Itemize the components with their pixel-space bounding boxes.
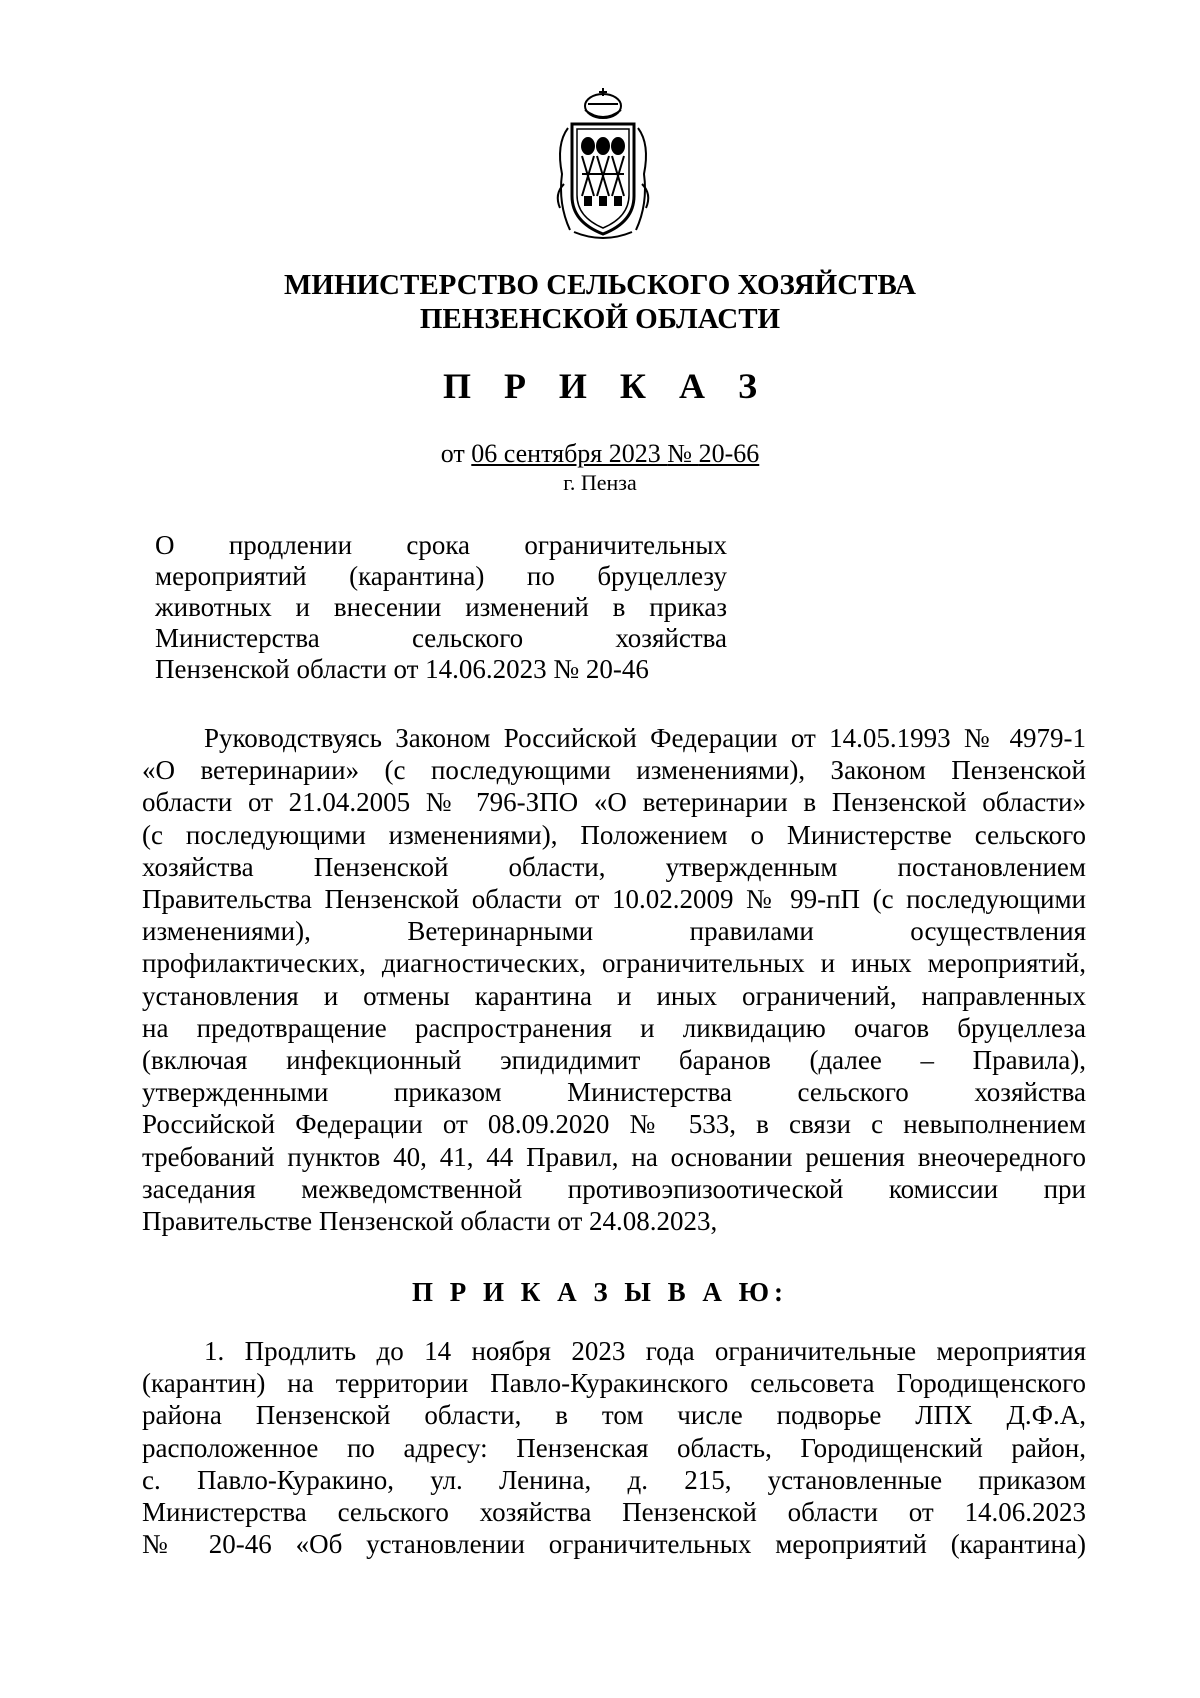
order-item-1 — [142, 1335, 1086, 1560]
item-line: расположенное по адресу: Пензенская область, Городищенский район, — [142, 1432, 1086, 1463]
item-line: с. Павло-Куракино, ул. Ленина, д. 215, установленные приказом — [142, 1464, 1086, 1495]
order-word-heading: П Р И К А З Ы В А Ю: — [412, 1277, 788, 1307]
preamble-line: Правительстве Пензенской области от 24.08.2023, — [142, 1206, 718, 1237]
preamble-line: хозяйства Пензенской области, утвержденным постановлением — [142, 851, 1086, 882]
preamble-line: профилактических, диагностических, ограничительных и иных мероприятий, — [142, 948, 1086, 979]
preamble-line: заседания межведомственной противоэпизоотической комиссии при — [142, 1173, 1086, 1204]
preamble-paragraph — [142, 722, 1086, 1237]
date-number-line — [0, 439, 1200, 469]
document-number: 20-66 — [698, 439, 760, 468]
item-line: Министерства сельского хозяйства Пензенской области от 14.06.2023 — [142, 1497, 1086, 1528]
subject-line: О продлении срока ограничительных — [155, 530, 727, 560]
preamble-line: утвержденными приказом Министерства сельского хозяйства — [142, 1077, 1086, 1108]
coat-of-arms-icon — [548, 84, 658, 244]
subject-block — [155, 530, 727, 685]
preamble-line: Руководствуясь Законом Российской Федерации от 14.05.1993 № 4979-1 — [204, 723, 1086, 753]
subject-line: Министерства сельского хозяйства — [155, 623, 727, 653]
preamble-line: области от 21.04.2005 № 796-ЗПО «О ветеринарии в Пензенской области» — [142, 787, 1086, 818]
preamble-line: изменениями), Ветеринарными правилами осуществления — [142, 916, 1086, 947]
organization-name-line-1: МИНИСТЕРСТВО СЕЛЬСКОГО ХОЗЯЙСТВА — [284, 269, 916, 301]
city: г. Пенза — [563, 470, 637, 495]
item-line: № 20-46 «Об установлении ограничительных мероприятий (карантина) — [142, 1529, 1086, 1560]
document-date: 06 сентября 2023 — [471, 439, 668, 468]
organization-name-line-2: ПЕНЗЕНСКОЙ ОБЛАСТИ — [419, 303, 781, 335]
preamble-line: Российской Федерации от 08.09.2020 № 533, в связи с невыполнением — [142, 1109, 1086, 1140]
document-type-title: П Р И К А З — [442, 366, 770, 406]
subject-line: животных и внесении изменений в приказ — [155, 592, 727, 622]
preamble-line: установления и отмены карантина и иных ограничений, направленных — [142, 980, 1086, 1011]
number-sign: № — [667, 439, 699, 468]
item-line: (карантин) на территории Павло-Куракинского сельсовета Городищенского — [142, 1368, 1086, 1399]
item-line: района Пензенской области, в том числе подворье ЛПХ Д.Ф.А, — [142, 1400, 1086, 1431]
preamble-line: на предотвращение распространения и ликвидацию очагов бруцеллеза — [142, 1012, 1086, 1043]
preamble-line: «О ветеринарии» (с последующими изменениями), Законом Пензенской — [142, 755, 1086, 786]
date-prefix: от — [440, 439, 465, 468]
preamble-line: Правительства Пензенской области от 10.02.2009 № 99-пП (с последующими — [142, 884, 1086, 915]
subject-line: Пензенской области от 14.06.2023 № 20-46 — [155, 654, 649, 684]
preamble-line: (с последующими изменениями), Положением о Министерстве сельского — [142, 819, 1086, 850]
item-line: 1. Продлить до 14 ноября 2023 года ограничительные мероприятия — [204, 1336, 1086, 1366]
subject-line: мероприятий (карантина) по бруцеллезу — [155, 561, 727, 591]
preamble-line: (включая инфекционный эпидидимит баранов (далее – Правила), — [142, 1045, 1086, 1076]
preamble-line: требований пунктов 40, 41, 44 Правил, на основании решения внеочередного — [142, 1141, 1086, 1172]
